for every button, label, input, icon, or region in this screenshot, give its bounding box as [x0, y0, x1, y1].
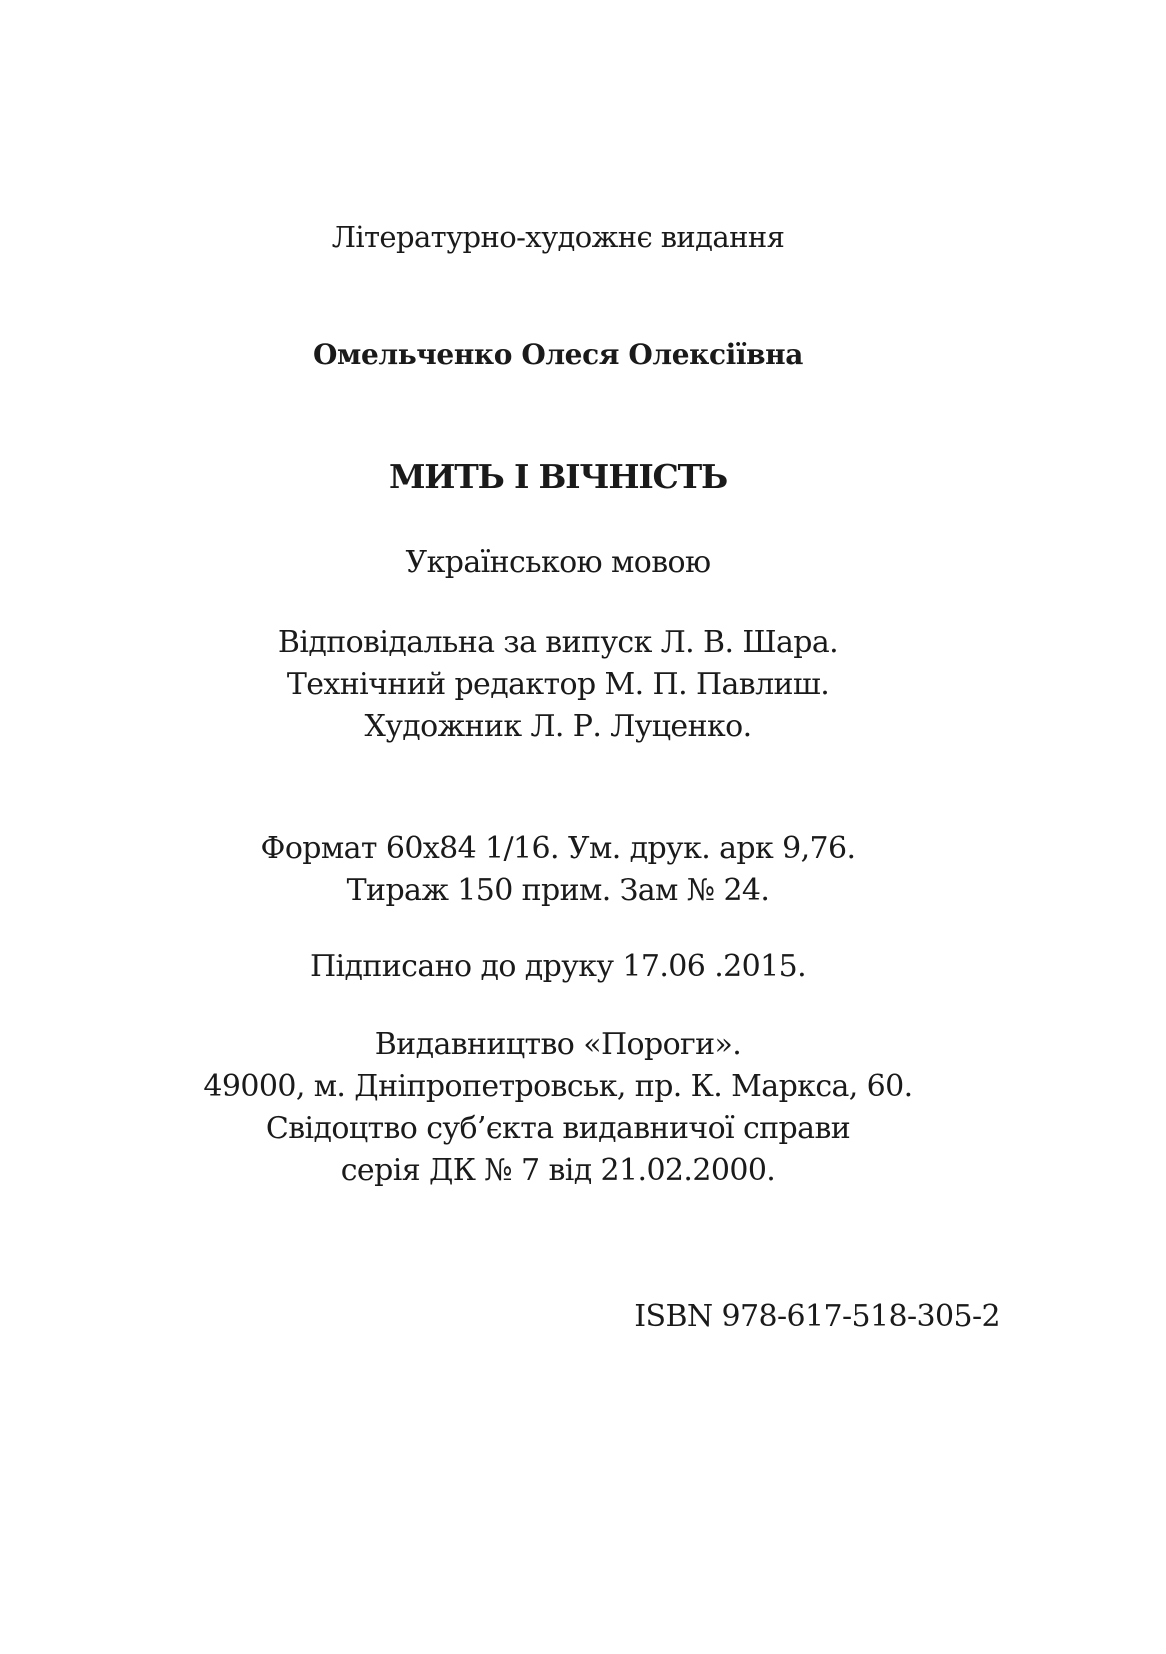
author-name: Омельченко Олеся Олексіївна: [313, 338, 803, 371]
technical-editor-line: Технічний редактор М. П. Павлиш.: [286, 667, 830, 702]
artist-line: Художник Л. Р. Луценко.: [364, 709, 752, 744]
book-title: МИТЬ І ВІЧНІСТЬ: [388, 457, 728, 496]
publisher-address-line: 49000, м. Дніпропетровськ, пр. К. Маркса, 60.: [203, 1069, 913, 1104]
genre-line: Літературно-художнє видання: [331, 220, 785, 254]
language-line: Українською мовою: [405, 545, 711, 580]
print-run-line: Тираж 150 прим. Зам № 24.: [346, 873, 770, 908]
format-line: Формат 60x84 1/16. Ум. друк. арк 9,76.: [260, 831, 856, 866]
isbn-number: ISBN 978-617-518-305-2: [634, 1299, 1000, 1334]
publisher-series-line: серія ДК № 7 від 21.02.2000.: [340, 1153, 776, 1188]
responsible-editor-line: Відповідальна за випуск Л. В. Шара.: [277, 625, 839, 660]
publisher-name-line: Видавництво «Пороги».: [374, 1027, 742, 1062]
signed-for-print-line: Підписано до друку 17.06 .2015.: [309, 949, 807, 984]
publisher-certificate-line: Свідоцтво суб’єкта видавничої справи: [265, 1111, 851, 1146]
